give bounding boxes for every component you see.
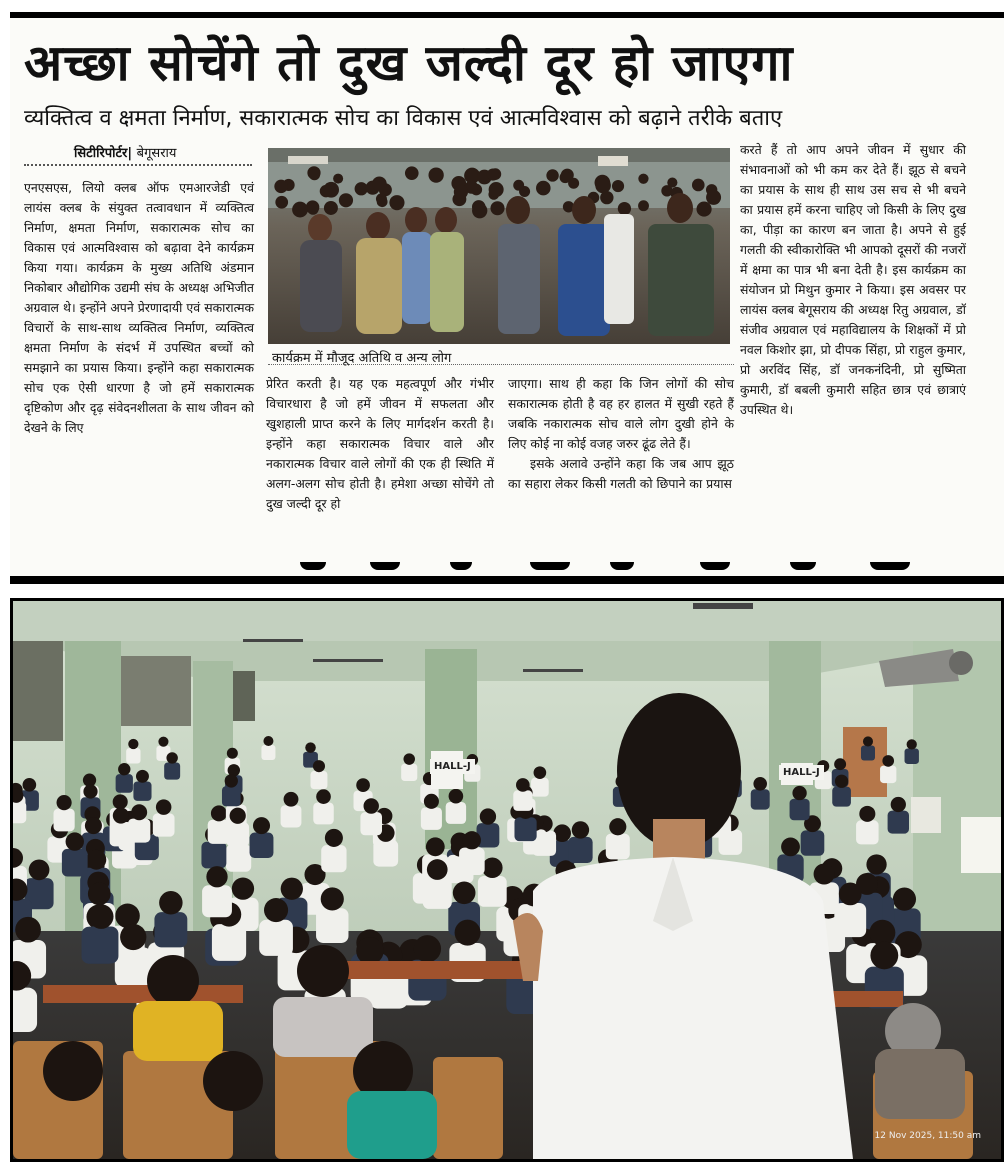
newspaper-clipping [10,12,1004,584]
column-3-text-a: जाएगा। साथ ही कहा कि जिन लोगों की सोच सकारात्मक होती है वह हर हालत में सुखी रहते हैं जबकि नकारात्मक सोच वाले लोग दुखी होने के लिए कोई ना कोई वजह जरुर ढूंढ लेते हैं। [508,376,734,451]
article-subheadline: व्यक्तित्व व क्षमता निर्माण, सकारात्मक सोच का विकास एवं आत्मविश्वास को बढ़ाने तरीके बताए [24,106,783,131]
classroom-photo-illustration [13,601,1001,1159]
article-column-3 [508,374,734,574]
group-photo [268,148,730,344]
caption-rule [268,364,734,365]
byline-reporter: सिटीरिपोर्टर [74,146,128,161]
hall-sign-left: HALL-J [430,759,475,774]
byline-rule [24,164,252,166]
hall-sign-right: HALL-J [779,765,824,780]
article-column-4 [740,140,966,580]
byline-city: बेगूसराय [136,146,177,161]
photo-caption: कार्यक्रम में मौजूद अतिथि व अन्य लोग [272,351,452,366]
column-1-text: एनएसएस, लियो क्लब ऑफ एमआरजेडी एवं लायंस क्लब के संयुक्त तत्वावधान में व्यक्तित्व निर्माण, क्षमता निर्माण, सकारात्मक सोच का विकास एवं आत्मविश्वास को बढ़ावा देने कार्यक्रम किया गया। कार्यक्रम के मुख्य अतिथि अंडमान निकोबार औद्योगिक उद्यमी संघ के अध्यक्ष अभिजीत अग्रवाल थे। इन्होंने अपने प्रेरणादायी एवं सकारात्मक विचारों के साथ-साथ व्यक्तित्व निर्माण, व्यक्तित्व क्षमता निर्माण के संदर्भ में उपस्थित बच्चों को समझाने का प्रयास किया। इन्होंने कहा सकारात्मक सोच एक ऐसी धारणा है जो हमें सकारात्मक दृष्टिकोण और दृढ़ संवेदनशीलता के साथ जीवन को देखने के लिए [24,180,254,435]
photo-timestamp: 12 Nov 2025, 11:50 am [874,1131,981,1141]
column-3-text-b: इसके अलावे उन्होंने कहा कि जब आप झूठ का सहारा लेकर किसी गलती को छिपाने का प्रयास [508,456,734,491]
article-column-2 [266,374,494,574]
column-4-text: करते हैं तो आप अपने जीवन में सुधार की संभावनाओं को भी कम कर देते हैं। झूठ से बचने का प्रयास के साथ ही साथ उस सच से भी बचने का प्रयास हमें करना चाहिए जो किसी के लिए दुख का, पीड़ा का कारण बन जाता है। अपने से हुई गलती की स्वीकारोक्ति भी आपको दूसरों की नजरों में क्षमा का पात्र भी बना देती है। इस कार्यक्रम का संयोजन प्रो मिथुन कुमार ने किया। इस अवसर पर लायंस क्लब बेगूसराय की अध्यक्ष रितु अग्रवाल, डॉ संजीव अग्रवाल एवं महाविद्यालय के शिक्षकों में प्रो नवल किशोर झा, प्रो दीपक सिंहा, प्रो राहुल कुमार, प्रो अरविंद सिंह, डॉ जनकनंदिनी, प्रो सुष्मिता कुमारी, डॉ बबली कुमारी सहित छात्र एवं छात्राएं उपस्थित थे। [740,142,966,417]
column-2-text: प्रेरित करती है। यह एक महत्वपूर्ण और गंभीर विचारधारा है जो हमें जीवन में सफलता और खुशहाली प्राप्त करने के लिए मार्गदर्शन करती है। इन्होंने कहा सकारात्मक विचार वाले और नकारात्मक विचार वाले लोगों की एक ही स्थिति में अलग-अलग सोच होती है। हमेशा अच्छा सोचेंगे तो दुख जल्दी दूर हो [266,376,494,511]
byline: सिटीरिपोर्टर| बेगूसराय [74,146,177,161]
article-column-1 [24,178,254,568]
article-headline: अच्छा सोचेंगे तो दुख जल्दी दूर हो जाएगा [24,34,794,92]
group-photo-illustration [268,148,730,344]
classroom-photo [10,598,1004,1162]
next-article-headline-fragment [10,562,1004,576]
